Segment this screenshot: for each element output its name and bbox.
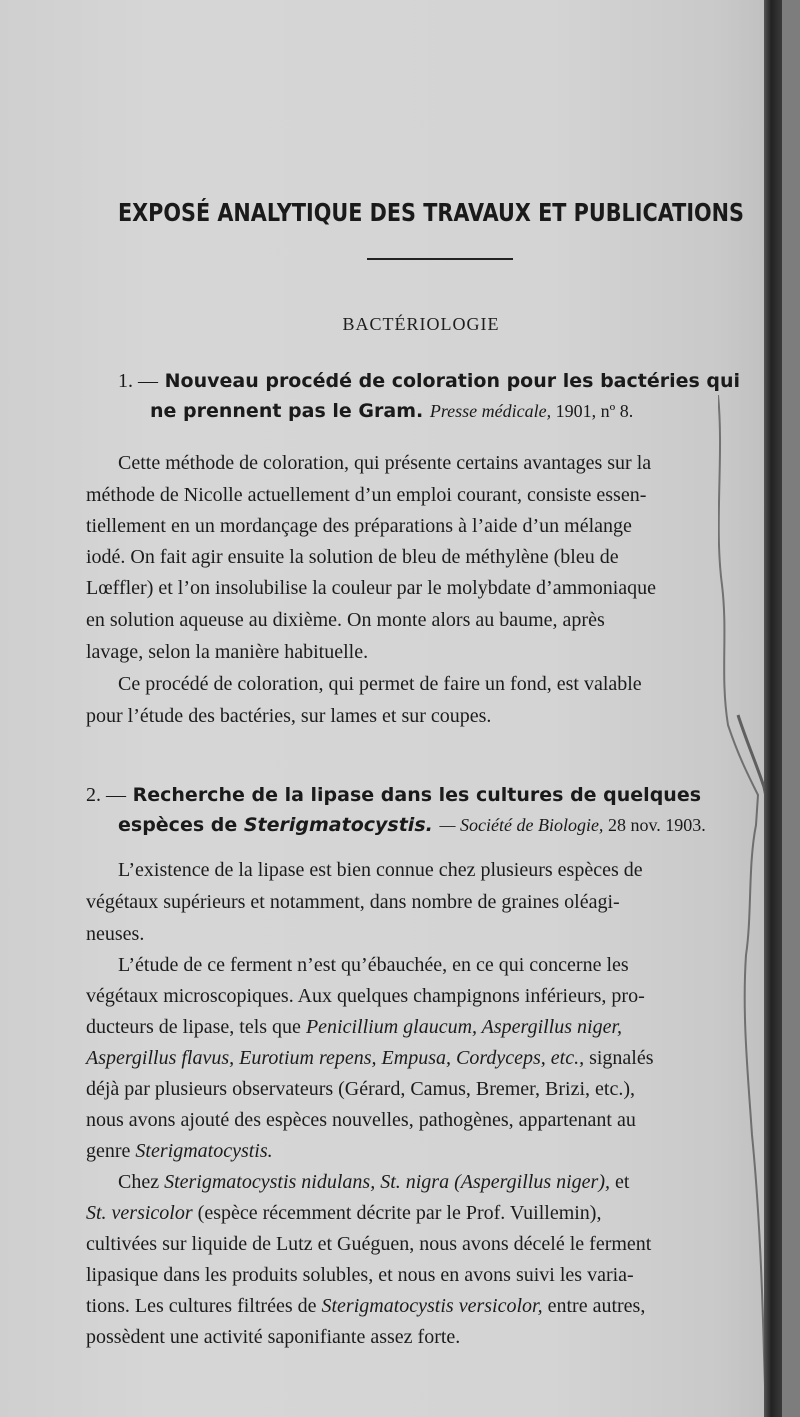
heading-rule — [367, 258, 513, 260]
entry-2-line: déjà par plusieurs observateurs (Gérard, Camus, Bremer, Brizi, etc.), — [86, 1078, 636, 1100]
entry-1-line: pour l’étude des bactéries, sur lames et sur coupes. — [86, 705, 492, 727]
entry-1-title-line-1 — [118, 370, 740, 393]
entry-2-species: Penicillium glaucum, Aspergillus niger, — [305, 1016, 623, 1038]
entry-2-line — [118, 1172, 629, 1192]
entry-2-line: neuses. — [86, 923, 145, 945]
entry-1-line: en solution aqueuse au dixième. On monte alors au baume, après — [86, 609, 605, 631]
entry-1-line: iodé. On fait agir ensuite la solution de bleu de méthylène (bleu de — [86, 546, 619, 568]
entry-2-species: Aspergillus flavus, Eurotium repens, Empusa, Cordyceps, etc., — [86, 1047, 585, 1069]
entry-2-text: entre autres, — [547, 1295, 646, 1317]
entry-2-text: (espèce récemment décrite par le Prof. Vuillemin), — [197, 1202, 602, 1224]
entry-2-line: végétaux supérieurs et notamment, dans nombre de graines oléagi- — [86, 891, 620, 913]
entry-2-text: ducteurs de lipase, tels que — [86, 1016, 301, 1038]
entry-2-title-line-2 — [118, 814, 706, 836]
entry-1-number: 1. — — [118, 370, 158, 392]
entry-2-species: Sterigmatocystis nidulans, St. nigra (Aspergillus niger), — [164, 1171, 611, 1193]
entry-1-line: Ce procédé de coloration, qui permet de faire un fond, est valable — [118, 673, 642, 695]
entry-2-text: et — [615, 1171, 630, 1193]
entry-1-line: tiellement en un mordançage des préparations à l’aide d’un mélange — [86, 515, 632, 537]
entry-2-line: nous avons ajouté des espèces nouvelles, pathogènes, appartenant au — [86, 1109, 636, 1131]
entry-2-line — [86, 1296, 645, 1316]
entry-2-title-b-italic: Sterigmatocystis. — [243, 814, 433, 836]
entry-2-title-a: Recherche de la lipase dans les cultures de quelques — [132, 784, 702, 806]
entry-1-title-b: ne prennent pas le Gram. — [150, 400, 424, 422]
entry-2-species: St. versicolor — [86, 1202, 193, 1224]
entry-1-line: lavage, selon la manière habituelle. — [86, 641, 369, 663]
entry-1-line: méthode de Nicolle actuellement d’un emploi courant, consiste essen- — [86, 484, 647, 506]
entry-2-line: L’existence de la lipase est bien connue chez plusieurs espèces de — [118, 859, 643, 881]
entry-2-text: genre — [86, 1140, 131, 1162]
entry-2-line: L’étude de ce ferment n’est qu’ébauchée, en ce qui concerne les — [118, 954, 629, 976]
entry-2-line: lipasique dans les produits solubles, et nous en avons suivi les varia- — [86, 1264, 634, 1286]
entry-1-line: Cette méthode de coloration, qui présente certains avantages sur la — [118, 452, 652, 474]
entry-2-text: tions. Les cultures filtrées de — [86, 1295, 317, 1317]
entry-2-line: possèdent une activité saponifiante assez forte. — [86, 1326, 461, 1348]
entry-2-species: Sterigmatocystis. — [135, 1140, 273, 1162]
entry-1-source-ref: 1901, nº 8. — [555, 401, 634, 421]
entry-2-source-ref: 28 nov. 1903. — [607, 815, 706, 835]
entry-2-title-line-1 — [86, 784, 701, 807]
entry-1-source: Presse médicale, — [429, 401, 552, 421]
entry-2-line — [86, 1203, 601, 1223]
entry-1-title-line-2 — [150, 400, 633, 422]
entry-2-line — [86, 1017, 622, 1037]
section-title: BACTÉRIOLOGIE — [342, 314, 500, 334]
entry-2-line — [86, 1048, 654, 1068]
page-heading: EXPOSÉ ANALYTIQUE DES TRAVAUX ET PUBLICATIONS — [118, 198, 744, 227]
entry-1-title-a: Nouveau procédé de coloration pour les bactéries qui — [164, 370, 741, 392]
entry-1-line: Lœffler) et l’on insolubilise la couleur par le molybdate d’ammoniaque — [86, 577, 657, 599]
entry-2-line: végétaux microscopiques. Aux quelques champignons inférieurs, pro- — [86, 985, 645, 1007]
entry-2-source: — Société de Biologie, — [439, 815, 604, 835]
entry-2-line — [86, 1141, 273, 1161]
entry-2-number: 2. — — [86, 784, 126, 806]
entry-2-text: Chez — [118, 1171, 160, 1193]
entry-2-line: cultivées sur liquide de Lutz et Guéguen, nous avons décelé le ferment — [86, 1233, 652, 1255]
entry-2-species: Sterigmatocystis versicolor, — [321, 1295, 543, 1317]
entry-2-title-b: espèces de — [118, 814, 238, 836]
page-edge-shadow — [764, 0, 782, 1417]
entry-2-text: signalés — [589, 1047, 654, 1069]
